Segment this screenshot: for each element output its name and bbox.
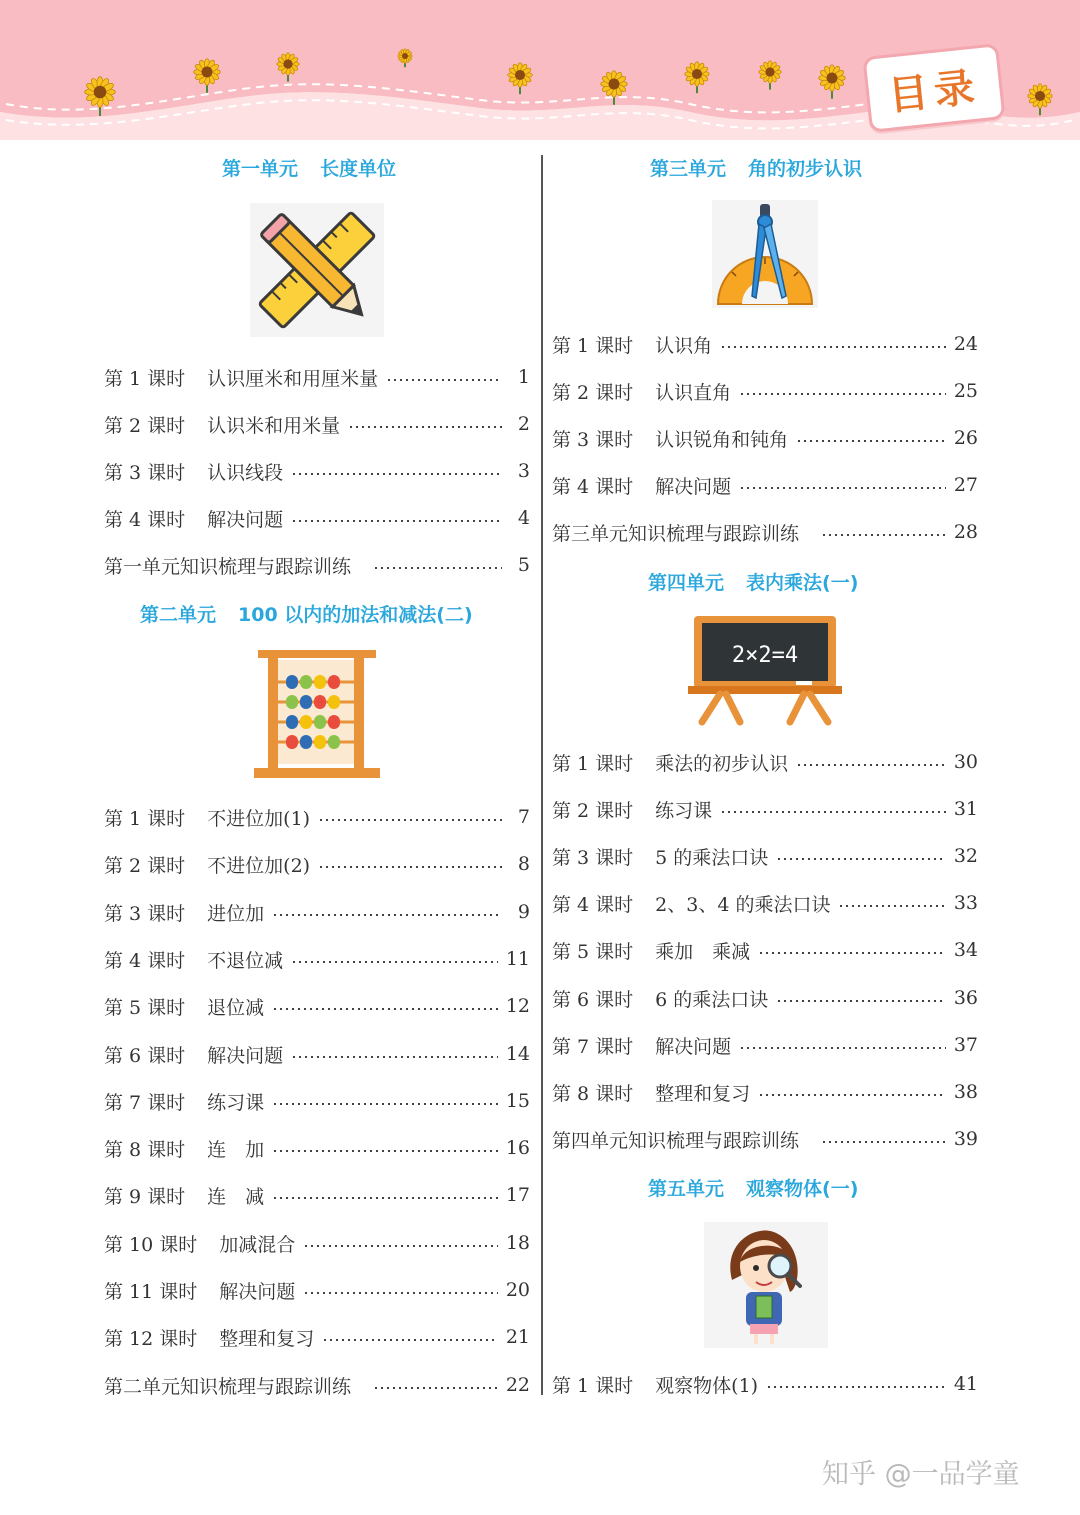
- toc-entry-page: 2: [517, 413, 530, 435]
- toc-entry-topic: 解决问题: [219, 1280, 296, 1303]
- toc-entry-lesson: 第 7 课时: [104, 1091, 186, 1114]
- toc-entry-page: 15: [505, 1090, 530, 1112]
- toc-entry-topic: 认识锐角和钝角: [655, 428, 789, 451]
- dot-leader: [272, 1197, 498, 1199]
- toc-entry[interactable]: [552, 1124, 978, 1154]
- toc-entry-lesson: 第 5 课时: [104, 996, 186, 1019]
- dot-leader: [766, 1386, 946, 1388]
- toc-entry[interactable]: [104, 1133, 530, 1163]
- toc-entry-lesson: 第 8 课时: [552, 1082, 634, 1105]
- dot-leader: [796, 764, 946, 766]
- toc-entry-page: 11: [505, 948, 530, 970]
- toc-entry[interactable]: [552, 747, 978, 777]
- dot-leader: [373, 1387, 498, 1389]
- dot-leader: [838, 905, 945, 907]
- blackboard-icon: [686, 614, 844, 726]
- toc-entry-lesson: 第一单元知识梳理与跟踪训练: [104, 555, 352, 578]
- toc-entry[interactable]: [104, 503, 530, 533]
- toc-entry-lesson: 第 3 课时: [104, 902, 186, 925]
- toc-entry[interactable]: [552, 329, 978, 359]
- dot-leader: [291, 520, 502, 522]
- toc-entry-lesson: 第 3 课时: [104, 461, 186, 484]
- toc-entry-topic: 认识线段: [207, 461, 284, 484]
- toc-entry-page: 27: [953, 474, 978, 496]
- toc-entry[interactable]: [104, 1228, 530, 1258]
- toc-entry[interactable]: [552, 1077, 978, 1107]
- ruler-pencil-icon: [250, 203, 384, 337]
- toc-entry[interactable]: [552, 470, 978, 500]
- toc-entry-topic: 整理和复习: [219, 1327, 315, 1350]
- toc-entry-page: 9: [517, 901, 530, 923]
- dot-leader: [318, 819, 502, 821]
- dot-leader: [303, 1245, 498, 1247]
- toc-entry-topic: 乘加 乘减: [655, 940, 751, 963]
- toc-entry[interactable]: [552, 1369, 978, 1399]
- toc-entry-page: 14: [505, 1043, 530, 1065]
- compass-protractor-icon: [712, 200, 818, 308]
- toc-entry-lesson: 第 6 课时: [104, 1044, 186, 1067]
- toc-entry-topic: 不退位减: [207, 949, 284, 972]
- toc-title-badge: [862, 43, 1005, 133]
- toc-entry-topic: 练习课: [207, 1091, 265, 1114]
- toc-entry-topic: 认识直角: [655, 381, 732, 404]
- toc-entry-topic: 整理和复习: [655, 1082, 751, 1105]
- toc-entry-topic: 乘法的初步认识: [655, 752, 789, 775]
- toc-entry-page: 17: [505, 1184, 530, 1206]
- toc-entry-lesson: 第 2 课时: [552, 381, 634, 404]
- dot-leader: [291, 1056, 498, 1058]
- dot-leader: [322, 1339, 498, 1341]
- toc-entry-lesson: 第 1 课时: [552, 334, 634, 357]
- toc-entry-page: 36: [953, 987, 978, 1009]
- toc-entry-page: 22: [505, 1374, 530, 1396]
- toc-entry-lesson: 第 10 课时: [104, 1233, 198, 1256]
- watermark: 知乎 @一品学童: [822, 1459, 1020, 1490]
- toc-entry-page: 26: [953, 427, 978, 449]
- dot-leader: [776, 858, 946, 860]
- toc-entry[interactable]: [552, 1030, 978, 1060]
- toc-entry[interactable]: [104, 409, 530, 439]
- toc-entry[interactable]: [552, 517, 978, 547]
- toc-entry[interactable]: [104, 362, 530, 392]
- toc-entry-lesson: 第 1 课时: [104, 807, 186, 830]
- toc-entry-lesson: 第 2 课时: [552, 799, 634, 822]
- toc-entry-page: 24: [953, 333, 978, 355]
- toc-entry-topic: 不进位加(1): [207, 807, 311, 830]
- toc-entry[interactable]: [104, 1086, 530, 1116]
- toc-entry-lesson: 第 2 课时: [104, 414, 186, 437]
- toc-entry-lesson: 第 1 课时: [552, 752, 634, 775]
- toc-entry-topic: 加减混合: [219, 1233, 296, 1256]
- toc-entry[interactable]: [104, 1275, 530, 1305]
- dot-leader: [373, 567, 502, 569]
- toc-entry-topic: 进位加: [207, 902, 265, 925]
- toc-entry-topic: 2、3、4 的乘法口诀: [655, 893, 831, 916]
- toc-entry[interactable]: [104, 897, 530, 927]
- dot-leader: [739, 393, 946, 395]
- toc-entry-topic: 观察物体(1): [655, 1374, 759, 1397]
- toc-entry-lesson: 第 4 课时: [104, 508, 186, 531]
- toc-entry-page: 31: [953, 798, 978, 820]
- toc-entry-lesson: 第 3 课时: [552, 428, 634, 451]
- unit3-heading[interactable]: 第三单元 角的初步认识: [650, 158, 863, 180]
- dot-leader: [272, 1008, 498, 1010]
- toc-entry-lesson: 第 3 课时: [552, 846, 634, 869]
- toc-entry[interactable]: [104, 1039, 530, 1069]
- toc-entry-lesson: 第 4 课时: [552, 893, 634, 916]
- toc-entry-lesson: 第 2 课时: [104, 854, 186, 877]
- dot-leader: [821, 534, 946, 536]
- toc-entry-topic: 认识角: [655, 334, 713, 357]
- dot-leader: [821, 1141, 946, 1143]
- toc-entry-topic: 不进位加(2): [207, 854, 311, 877]
- toc-entry-topic: 连 减: [207, 1185, 265, 1208]
- toc-entry[interactable]: [552, 376, 978, 406]
- toc-entry-topic: 退位减: [207, 996, 265, 1019]
- dot-leader: [272, 1150, 498, 1152]
- toc-entry-lesson: 第 8 课时: [104, 1138, 186, 1161]
- toc-entry-lesson: 第 11 课时: [104, 1280, 198, 1303]
- dot-leader: [739, 487, 946, 489]
- toc-entry-page: 3: [517, 460, 530, 482]
- dot-leader: [796, 440, 946, 442]
- dot-leader: [776, 1000, 946, 1002]
- toc-entry-page: 28: [953, 521, 978, 543]
- toc-entry[interactable]: [552, 794, 978, 824]
- toc-entry[interactable]: [552, 423, 978, 453]
- dot-leader: [291, 473, 502, 475]
- toc-entry-topic: 练习课: [655, 799, 713, 822]
- toc-entry-page: 37: [953, 1034, 978, 1056]
- toc-entry-page: 4: [517, 507, 530, 529]
- toc-entry-lesson: 第 1 课时: [104, 367, 186, 390]
- dot-leader: [303, 1292, 498, 1294]
- dot-leader: [739, 1047, 946, 1049]
- toc-entry[interactable]: [552, 841, 978, 871]
- toc-entry-lesson: 第 1 课时: [552, 1374, 634, 1397]
- dot-leader: [720, 811, 946, 813]
- toc-entry-page: 7: [517, 806, 530, 828]
- toc-entry-topic: 认识厘米和用厘米量: [207, 367, 379, 390]
- toc-entry[interactable]: [104, 944, 530, 974]
- toc-entry-lesson: 第 5 课时: [552, 940, 634, 963]
- unit2-heading[interactable]: 第二单元 100 以内的加法和减法(二): [140, 604, 473, 626]
- toc-entry-topic: 6 的乘法口诀: [655, 988, 769, 1011]
- unit1-heading[interactable]: 第一单元 长度单位: [222, 158, 397, 180]
- toc-entry[interactable]: [104, 802, 530, 832]
- abacus-icon: [250, 648, 384, 782]
- toc-entry[interactable]: [552, 888, 978, 918]
- toc-entry-lesson: 第四单元知识梳理与跟踪训练: [552, 1129, 800, 1152]
- unit5-heading[interactable]: 第五单元 观察物体(一): [648, 1178, 859, 1200]
- toc-entry-page: 25: [953, 380, 978, 402]
- toc-entry-page: 41: [953, 1373, 978, 1395]
- toc-entry-page: 20: [505, 1279, 530, 1301]
- toc-entry[interactable]: [104, 456, 530, 486]
- toc-title: 目录: [886, 63, 983, 120]
- toc-entry-page: 16: [505, 1137, 530, 1159]
- dot-leader: [386, 379, 502, 381]
- dot-leader: [720, 346, 946, 348]
- toc-entry-page: 33: [953, 892, 978, 914]
- toc-entry-topic: 解决问题: [207, 1044, 284, 1067]
- toc-entry[interactable]: [552, 935, 978, 965]
- dot-leader: [318, 866, 502, 868]
- dot-leader: [758, 1094, 946, 1096]
- toc-entry[interactable]: [104, 849, 530, 879]
- toc-entry-topic: 解决问题: [655, 475, 732, 498]
- toc-entry[interactable]: [104, 1180, 530, 1210]
- toc-entry-lesson: 第 4 课时: [104, 949, 186, 972]
- toc-entry[interactable]: [104, 1370, 530, 1400]
- toc-entry-lesson: 第 6 课时: [552, 988, 634, 1011]
- toc-entry-page: 5: [517, 554, 530, 576]
- toc-entry-topic: 解决问题: [207, 508, 284, 531]
- toc-entry[interactable]: [104, 550, 530, 580]
- dot-leader: [348, 426, 502, 428]
- toc-entry-topic: 5 的乘法口诀: [655, 846, 769, 869]
- toc-entry-lesson: 第二单元知识梳理与跟踪训练: [104, 1375, 352, 1398]
- toc-entry-page: 39: [953, 1128, 978, 1150]
- unit4-heading[interactable]: 第四单元 表内乘法(一): [648, 572, 859, 594]
- toc-entry-page: 8: [517, 853, 530, 875]
- toc-entry[interactable]: [552, 983, 978, 1013]
- girl-magnifier-icon: [704, 1222, 828, 1348]
- toc-entry-page: 38: [953, 1081, 978, 1103]
- toc-entry-lesson: 第 9 课时: [104, 1185, 186, 1208]
- dot-leader: [272, 914, 502, 916]
- dot-leader: [758, 952, 946, 954]
- toc-entry[interactable]: [104, 991, 530, 1021]
- toc-entry-lesson: 第 12 课时: [104, 1327, 198, 1350]
- toc-entry-page: 12: [505, 995, 530, 1017]
- toc-entry-topic: 连 加: [207, 1138, 265, 1161]
- toc-entry-page: 18: [505, 1232, 530, 1254]
- toc-entry-lesson: 第 7 课时: [552, 1035, 634, 1058]
- toc-entry-page: 21: [505, 1326, 530, 1348]
- blackboard-text: 2×2=4: [731, 643, 799, 668]
- toc-entry-lesson: 第三单元知识梳理与跟踪训练: [552, 522, 800, 545]
- dot-leader: [291, 961, 498, 963]
- dot-leader: [272, 1103, 498, 1105]
- toc-entry-page: 34: [953, 939, 978, 961]
- toc-entry-page: 1: [517, 366, 530, 388]
- toc-entry-topic: 解决问题: [655, 1035, 732, 1058]
- toc-entry-topic: 认识米和用米量: [207, 414, 341, 437]
- toc-entry-page: 32: [953, 845, 978, 867]
- toc-entry-lesson: 第 4 课时: [552, 475, 634, 498]
- toc-entry-page: 30: [953, 751, 978, 773]
- toc-entry[interactable]: [104, 1322, 530, 1352]
- column-divider: [541, 155, 543, 1395]
